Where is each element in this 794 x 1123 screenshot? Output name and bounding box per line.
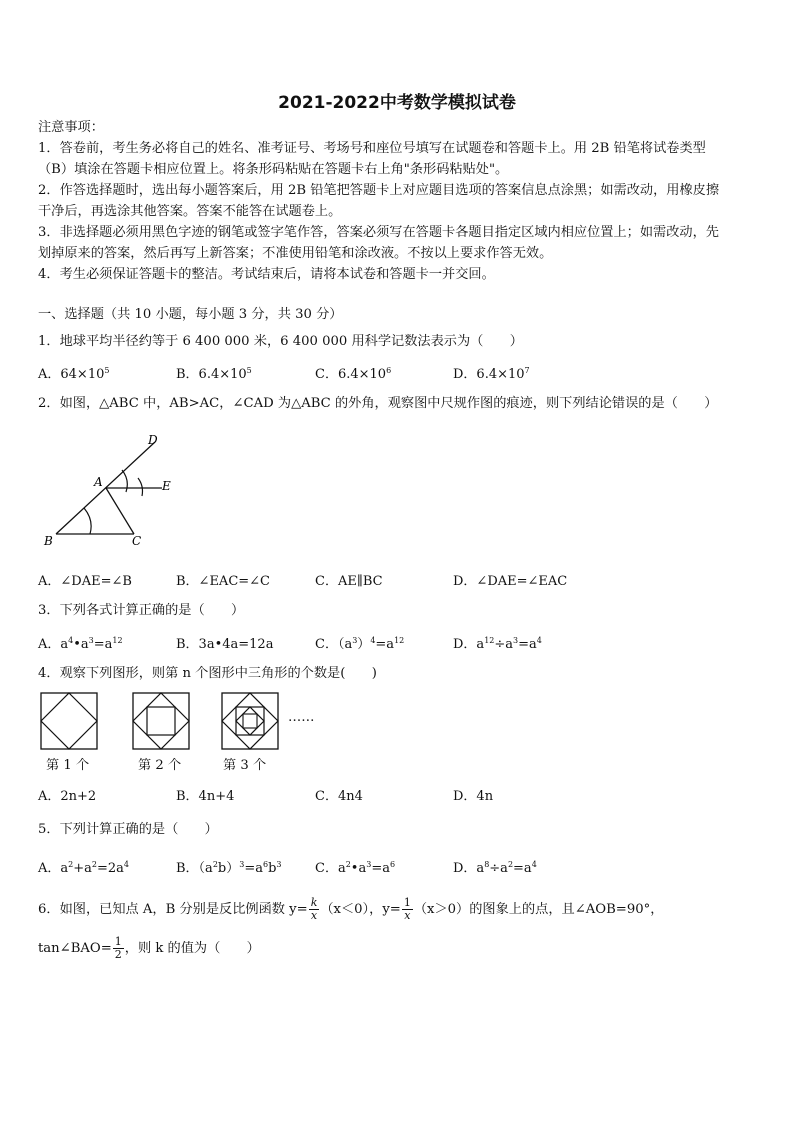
option-c: C．$a^2•a^3=a^6$ (315, 860, 396, 876)
option-c: C．AE∥BC (315, 574, 383, 589)
notice-line: 干净后，再选涂其他答案。答案不能答在试题卷上。 (38, 204, 342, 219)
option-d: D．$6.4\times 10^7$ (453, 366, 530, 382)
question-2-options (38, 570, 760, 592)
option-d: D．4n (453, 789, 494, 804)
notice-line: 3．非选择题必须用黑色字迹的钢笔或签字笔作答，答案必须写在答题卡各题目指定区域内相应位置上；如需改动，先 (38, 225, 719, 240)
option-c: C．$(a^3)^4=a^{12}$ (315, 636, 405, 652)
arc-mark-ae (138, 478, 143, 496)
figure-3-caption: 第 3 个 (223, 758, 267, 773)
option-a: A．∠DAE=∠B (38, 574, 132, 589)
page-title: 2021-2022中考数学模拟试卷 (278, 93, 516, 113)
option-a: A．$a^2+a^2=2a^4$ (38, 860, 129, 876)
label-c: C (132, 534, 142, 548)
fraction-one-half: $\frac{1}{2}$ (114, 935, 122, 961)
option-b: B．3a•4a=12a (176, 637, 274, 652)
label-b: B (44, 534, 53, 548)
arc-at-b (84, 508, 91, 534)
option-b: B．$(a^2b)^3=a^6b^3$ (176, 860, 282, 876)
question-6-stem-line-2: tan∠BAO= $\frac{1}{2}$ ，则 k 的值为（ ） (38, 935, 260, 961)
question-4-stem: 4．观察下列图形，则第 n 个图形中三角形的个数是( ) (38, 666, 377, 681)
option-d: D．$a^8\div a^2=a^4$ (453, 860, 537, 876)
question-1-stem: 1．地球平均半径约等于 6 400 000 米，6 400 000 用科学记数法表示为（ ） (38, 334, 523, 349)
figure-2-caption: 第 2 个 (138, 758, 182, 773)
question-4-options (38, 785, 760, 807)
option-a: A．$a^4•a^3=a^{12}$ (38, 636, 123, 652)
question-6-stem-line-1: 6．如图，已知点 A，B 分别是反比例函数 y= $\frac{k}{x}$ （x＜0），y= $\frac{1}{x}$ （x＞0）的图象上的点，且∠AOB=90°， (38, 896, 664, 922)
notice-line: （B）填涂在答题卡相应位置上。将条形码粘贴在答题卡右上角"条形码粘贴处"。 (38, 162, 509, 177)
label-a: A (94, 475, 103, 489)
question-5-stem: 5．下列计算正确的是（ ） (38, 822, 218, 837)
label-d: D (148, 433, 158, 447)
label-e: E (162, 479, 171, 493)
question-1-options (38, 363, 760, 385)
option-b: B．$6.4\times 10^5$ (176, 366, 252, 382)
option-d: D．∠DAE=∠EAC (453, 574, 568, 589)
notice-heading: 注意事项： (38, 120, 104, 135)
notice-line: 1．答卷前，考生务必将自己的姓名、准考证号、考场号和座位号填写在试题卷和答题卡上。用 2B 铅笔将试卷类型 (38, 141, 706, 156)
option-a: A．2n+2 (38, 789, 97, 804)
section-heading: 一、选择题（共 10 小题，每小题 3 分，共 30 分） (38, 307, 343, 322)
question-2-stem: 2．如图，△ABC 中，AB>AC，∠CAD 为△ABC 的外角，观察图中尺规作图的痕迹，则下列结论错误的是（ ） (38, 396, 718, 411)
segment-ac (106, 488, 134, 534)
arc-at-a (122, 470, 127, 492)
option-d: D．$a^{12}\div a^3=a^4$ (453, 636, 542, 652)
fraction-1-over-x: $\frac{1}{x}$ (403, 896, 411, 922)
nested-squares-figure-1 (40, 692, 98, 750)
option-a: A．$64\times 10^5$ (38, 366, 110, 382)
option-c: C．$6.4\times 10^6$ (315, 366, 392, 382)
triangle-construction-figure (38, 430, 198, 550)
question-3-stem: 3．下列各式计算正确的是（ ） (38, 603, 245, 618)
ellipsis: …… (288, 710, 315, 725)
notice-line: 4．考生必须保证答题卡的整洁。考试结束后，请将本试卷和答题卡一并交回。 (38, 267, 495, 282)
figure-1-caption: 第 1 个 (46, 758, 90, 773)
option-c: C．4n4 (315, 789, 363, 804)
option-b: B．4n+4 (176, 789, 235, 804)
notice-line: 划掉原来的答案，然后再写上新答案；不准使用铅笔和涂改液。不按以上要求作答无效。 (38, 246, 553, 261)
nested-squares-figure-2 (132, 692, 190, 750)
notice-line: 2．作答选择题时，选出每小题答案后，用 2B 铅笔把答题卡上对应题目选项的答案信息点涂黑；如需改动，用橡皮擦 (38, 183, 720, 198)
nested-squares-figure-3 (221, 692, 279, 750)
fraction-k-over-x: $\frac{k}{x}$ (310, 896, 318, 922)
question-5-options (38, 857, 760, 879)
option-b: B．∠EAC=∠C (176, 574, 271, 589)
question-3-options (38, 633, 760, 655)
